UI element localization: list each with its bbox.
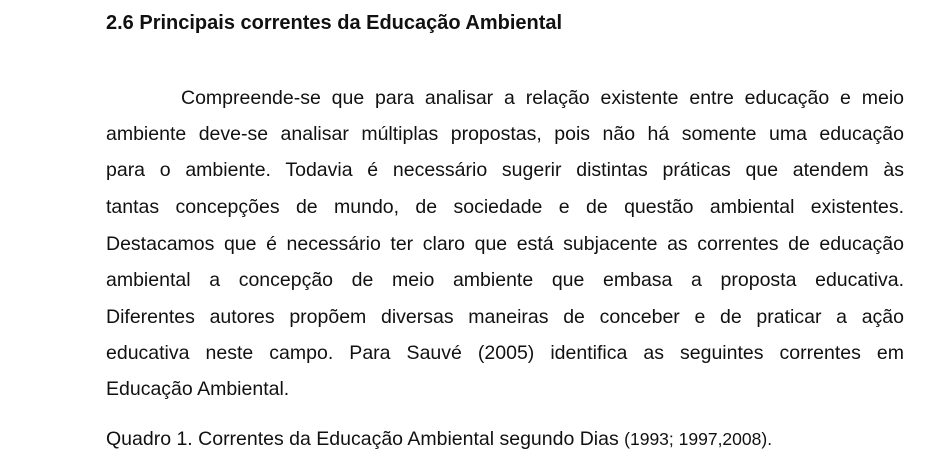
paragraph-line: Diferentes autores propõem diversas maneiras de conceber e de praticar a ação xyxy=(106,306,904,328)
paragraph-line: Compreende-se que para analisar a relação existente entre educação e meio xyxy=(181,87,904,109)
caption-text: Quadro 1. Correntes da Educação Ambiental segundo Dias xyxy=(106,428,619,450)
paragraph-line: para o ambiente. Todavia é necessário sugerir distintas práticas que atendem às xyxy=(106,159,904,181)
section-heading: 2.6 Principais correntes da Educação Ambiental xyxy=(106,12,563,34)
caption-years: (1993; 1997,2008). xyxy=(624,429,773,449)
paragraph-line: ambiental a concepção de meio ambiente que embasa a proposta educativa. xyxy=(106,269,904,291)
paragraph-line: Destacamos que é necessário ter claro que está subjacente as correntes de educação xyxy=(106,233,904,255)
paragraph-line: educativa neste campo. Para Sauvé (2005) identifica as seguintes correntes em xyxy=(106,342,904,364)
paragraph-line: ambiente deve-se analisar múltiplas propostas, pois não há somente uma educação xyxy=(106,123,904,145)
table-caption xyxy=(106,427,772,451)
paragraph-line: tantas concepções de mundo, de sociedade e de questão ambiental existentes. xyxy=(106,196,904,218)
paragraph-line: Educação Ambiental. xyxy=(106,378,290,400)
